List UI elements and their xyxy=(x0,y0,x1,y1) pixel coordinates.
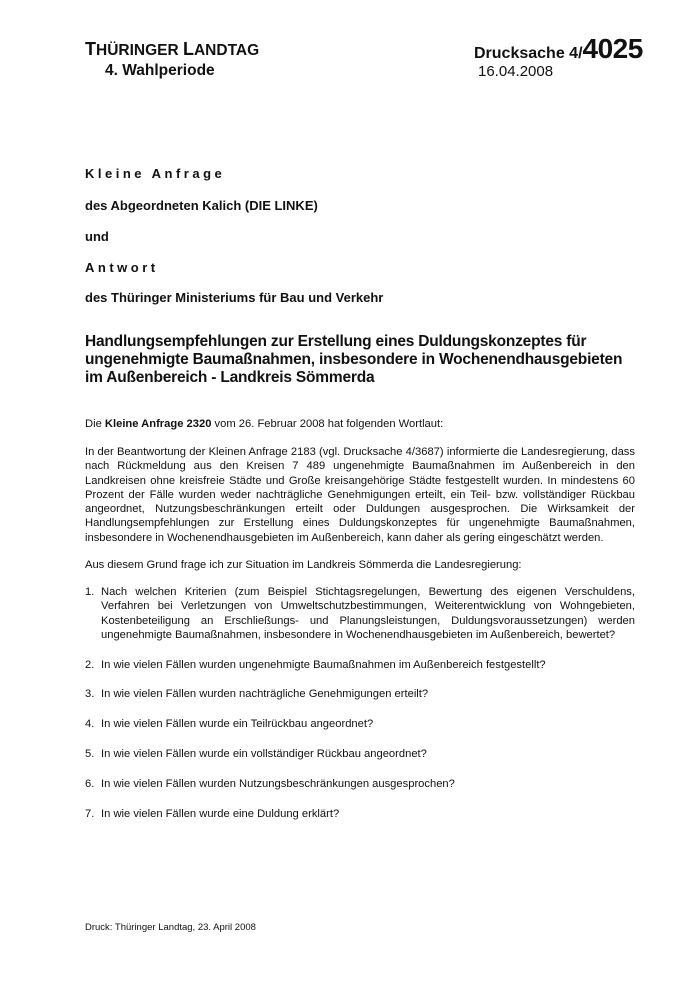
body-paragraph: In der Beantwortung der Kleinen Anfrage 2183 (vgl. Drucksache 4/3687) informierte die Landesregierung, dass nach Rückmeldung aus den Kreisen 7 489 ungenehmigte Baumaßnahmen im Außenbereich in den Landkreisen ohne kreisfreie Städte und Große kreisangehörige Städte festgestellt wurden. In mindestens 60 Prozent der Fälle wurden weder nachträgliche Genehmigungen erteilt, ein Teil- bzw. vollständiger Rückbau angeordnet, Nutzungsbeschränkungen erteilt oder Duldungen ausgesprochen. Die Wirksamkeit der Handlungsempfehlungen zur Erstellung eines Duldungskonzeptes für ungenehmigte Baumaßnahmen, insbesondere in Wochenendhausgebieten im Außenbereich, kann daher als gering eingeschätzt werden. xyxy=(85,446,635,544)
title-conjunction: und xyxy=(85,229,109,244)
question-list xyxy=(85,585,635,836)
list-item: 6. In wie vielen Fällen wurden Nutzungsbeschränkungen ausgesprochen? xyxy=(85,777,455,790)
title-from: des Abgeordneten Kalich (DIE LINKE) xyxy=(85,198,318,213)
print-footer: Druck: Thüringer Landtag, 23. April 2008 xyxy=(85,922,256,933)
document-number: Drucksache 4/4025 xyxy=(474,33,643,64)
list-item: 2. In wie vielen Fällen wurden ungenehmigte Baumaßnahmen im Außenbereich festgestellt? xyxy=(85,658,546,671)
intro-line: Die Kleine Anfrage 2320 vom 26. Februar 2008 hat folgenden Wortlaut: xyxy=(85,418,444,430)
lead-in: Aus diesem Grund frage ich zur Situation im Landkreis Sömmerda die Landesregierung: xyxy=(85,559,522,571)
list-item: 4. In wie vielen Fällen wurde ein Teilrückbau angeordnet? xyxy=(85,718,374,731)
document-subject: Handlungsempfehlungen zur Erstellung eines Duldungskonzeptes für ungenehmigte Baumaßnahmen, insbesondere in Wochenendhausgebieten im Außenbereich - Landkreis Sömmerda xyxy=(85,333,623,386)
title-answer: Antwort xyxy=(85,260,159,275)
header-document-info xyxy=(474,33,643,80)
parliament-name: THÜRINGER LANDTAG xyxy=(85,39,260,59)
document-date: 16.04.2008 xyxy=(478,63,554,80)
title-ministry: des Thüringer Ministeriums für Bau und Verkehr xyxy=(85,290,384,305)
legislative-period: 4. Wahlperiode xyxy=(105,62,215,79)
list-item: 5. In wie vielen Fällen wurde ein vollständiger Rückbau angeordnet? xyxy=(85,748,427,761)
list-item: 3. In wie vielen Fällen wurden nachträgliche Genehmigungen erteilt? xyxy=(85,688,429,701)
title-kind: Kleine Anfrage xyxy=(85,166,226,181)
list-item: 7. In wie vielen Fällen wurde eine Duldung erklärt? xyxy=(85,807,340,820)
header-organization xyxy=(85,40,259,80)
list-item: 1. Nach welchen Kriterien (zum Beispiel Stichtagsregelungen, Bewertung des eigenen Verschuldens, Verfahren bei Verletzungen von Umweltschutzbestimmungen, Weiterentwicklung von Wohngebieten, Kostenbeteiligung an Erschließungs- und Planungsleistungen, Duldungsvoraussetzungen) werden ungenehmigte Baumaßnahmen, insbesondere in Wochenendhausgebieten im Außenbereich, bewertet? xyxy=(85,586,635,641)
